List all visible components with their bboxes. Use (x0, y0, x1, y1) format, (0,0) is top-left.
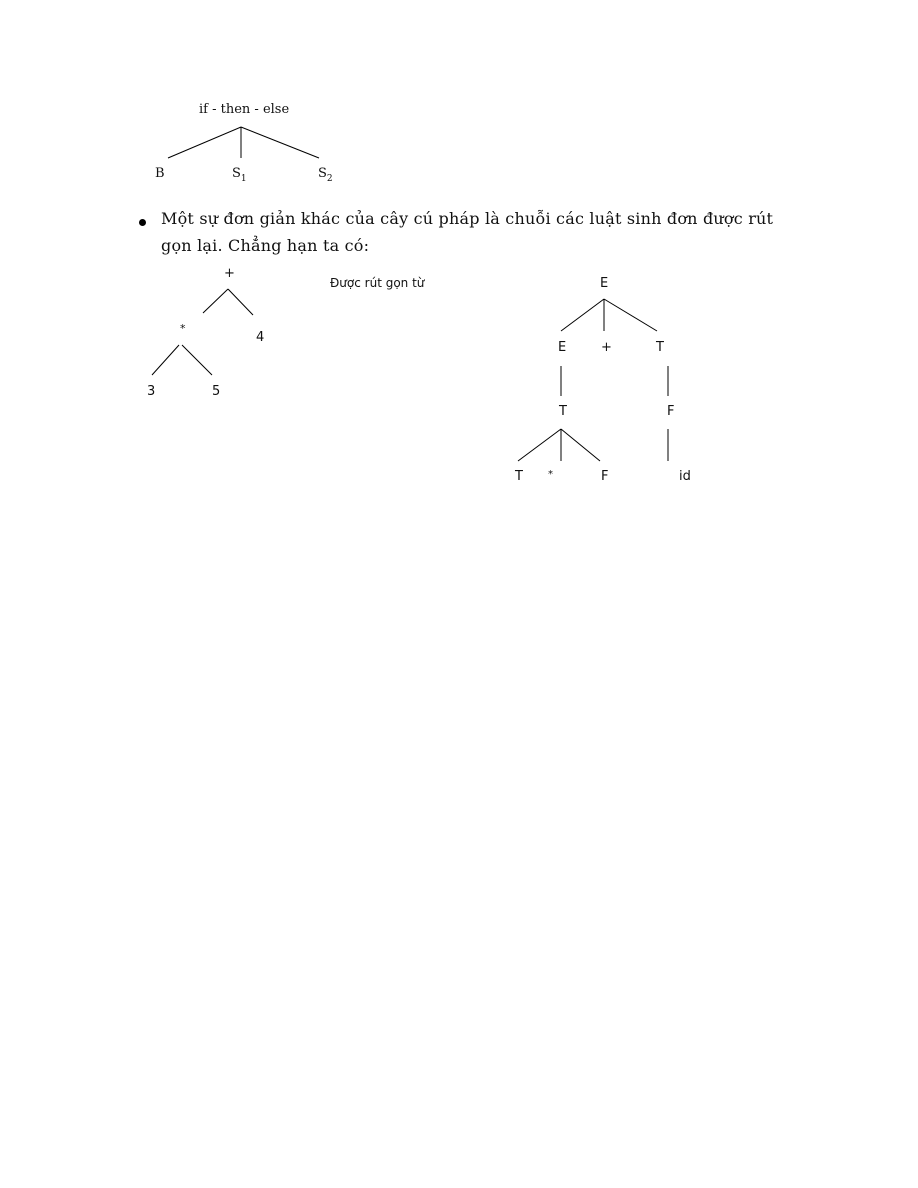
tree1-root: if - then - else (199, 102, 290, 117)
tree1-node-b: B (155, 166, 165, 181)
tree3-node-t-mid: T (559, 404, 567, 419)
edge-mul-3 (152, 345, 179, 375)
tree3-node-f-right: F (667, 404, 675, 419)
edge-e-tright (604, 299, 657, 331)
bullet-dot (139, 219, 146, 226)
tree3-node-t-right: T (656, 340, 664, 355)
tree3-root-e: E (600, 276, 609, 291)
tree2-node-3: 3 (147, 384, 156, 399)
tree3-node-star: * (548, 469, 553, 480)
edge-e-eleft (561, 299, 604, 331)
tree2-root-plus: + (224, 266, 235, 281)
tree3-node-e-left: E (558, 340, 567, 355)
edge-tmid-fleaf (561, 429, 600, 461)
tree1-node-s2: $S_2$ (318, 166, 333, 184)
tree3-node-id: id (679, 469, 691, 484)
edge-plus-mul (203, 289, 228, 313)
tree2-node-4: 4 (256, 330, 265, 345)
tree2-node-5: 5 (212, 384, 221, 399)
tree3-node-plus: + (601, 340, 612, 355)
paragraph-line-2: gọn lại. Chẳng hạn ta có: (161, 236, 370, 255)
tree3-node-f-leaf: F (601, 469, 609, 484)
edge-plus-4 (228, 289, 253, 315)
edge-ite-s2 (241, 127, 319, 158)
caption-reduced-from: Được rút gọn từ (330, 276, 425, 290)
tree2-node-mul: * (180, 322, 186, 335)
edge-tmid-tleaf (518, 429, 561, 461)
paragraph (161, 205, 781, 259)
tree3-node-t-leaf: T (515, 469, 523, 484)
edge-ite-b (168, 127, 241, 158)
edge-mul-5 (182, 345, 212, 375)
paragraph-line-1: Một sự đơn giản khác của cây cú pháp là chuỗi các luật sinh đơn được rút (161, 209, 774, 228)
tree1-node-s1: $S_1$ (232, 166, 247, 184)
